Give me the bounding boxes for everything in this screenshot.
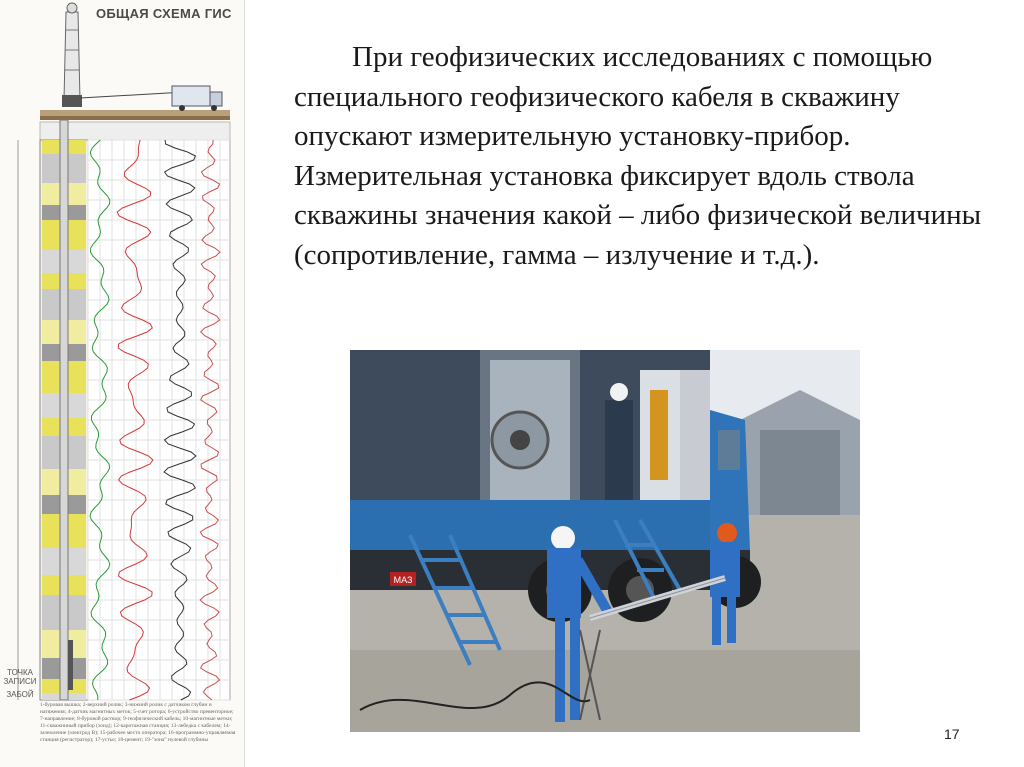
logging-truck-icon [172, 86, 222, 111]
bottom-label: ЗАБОЙ [6, 690, 34, 699]
body-text-content: При геофизических исследованиях с помощью специального геофизического кабеля в скважину опускают измерительную установку-прибор. Измерительная установка фиксирует вдоль ствола скважины значения какой – либо физической величины (сопротивление, гамма – излучение и т.д.). [294, 41, 982, 271]
logging-truck-photo [350, 350, 860, 732]
scheme-title: ОБЩАЯ СХЕМА ГИС [96, 6, 232, 21]
gis-scheme-image [0, 0, 245, 767]
recording-point-label: ТОЧКА ЗАПИСИ [3, 668, 37, 686]
scheme-legend: 1-буровая вышка; 2-верхний ролик; 3-нижний ролик с датчиком глубин и натяжения; 4-датчик магнитных меток; 5-счет ротора; 6-устройство превенторное; 7-направление; 8-буровой раствор; 9-геофизический кабель; 10-магнитные метки; 11-скважинный прибор (зонд); 12-каротажная станция; 13-лебедка с кабелем; 14-заземление (электрод В); 15-рабочее место оператора; 16-программно-управляемая станция (регистратор); 17-устье; 18-цемент; 19-"зона" нулевой глубины [40, 702, 236, 743]
derrick-icon [62, 3, 82, 107]
scheme-drawing [0, 0, 244, 767]
body-text [294, 38, 994, 275]
page-number: 17 [944, 726, 960, 742]
truck-plate: МАЗ [393, 575, 413, 585]
photo-drawing [350, 350, 860, 732]
